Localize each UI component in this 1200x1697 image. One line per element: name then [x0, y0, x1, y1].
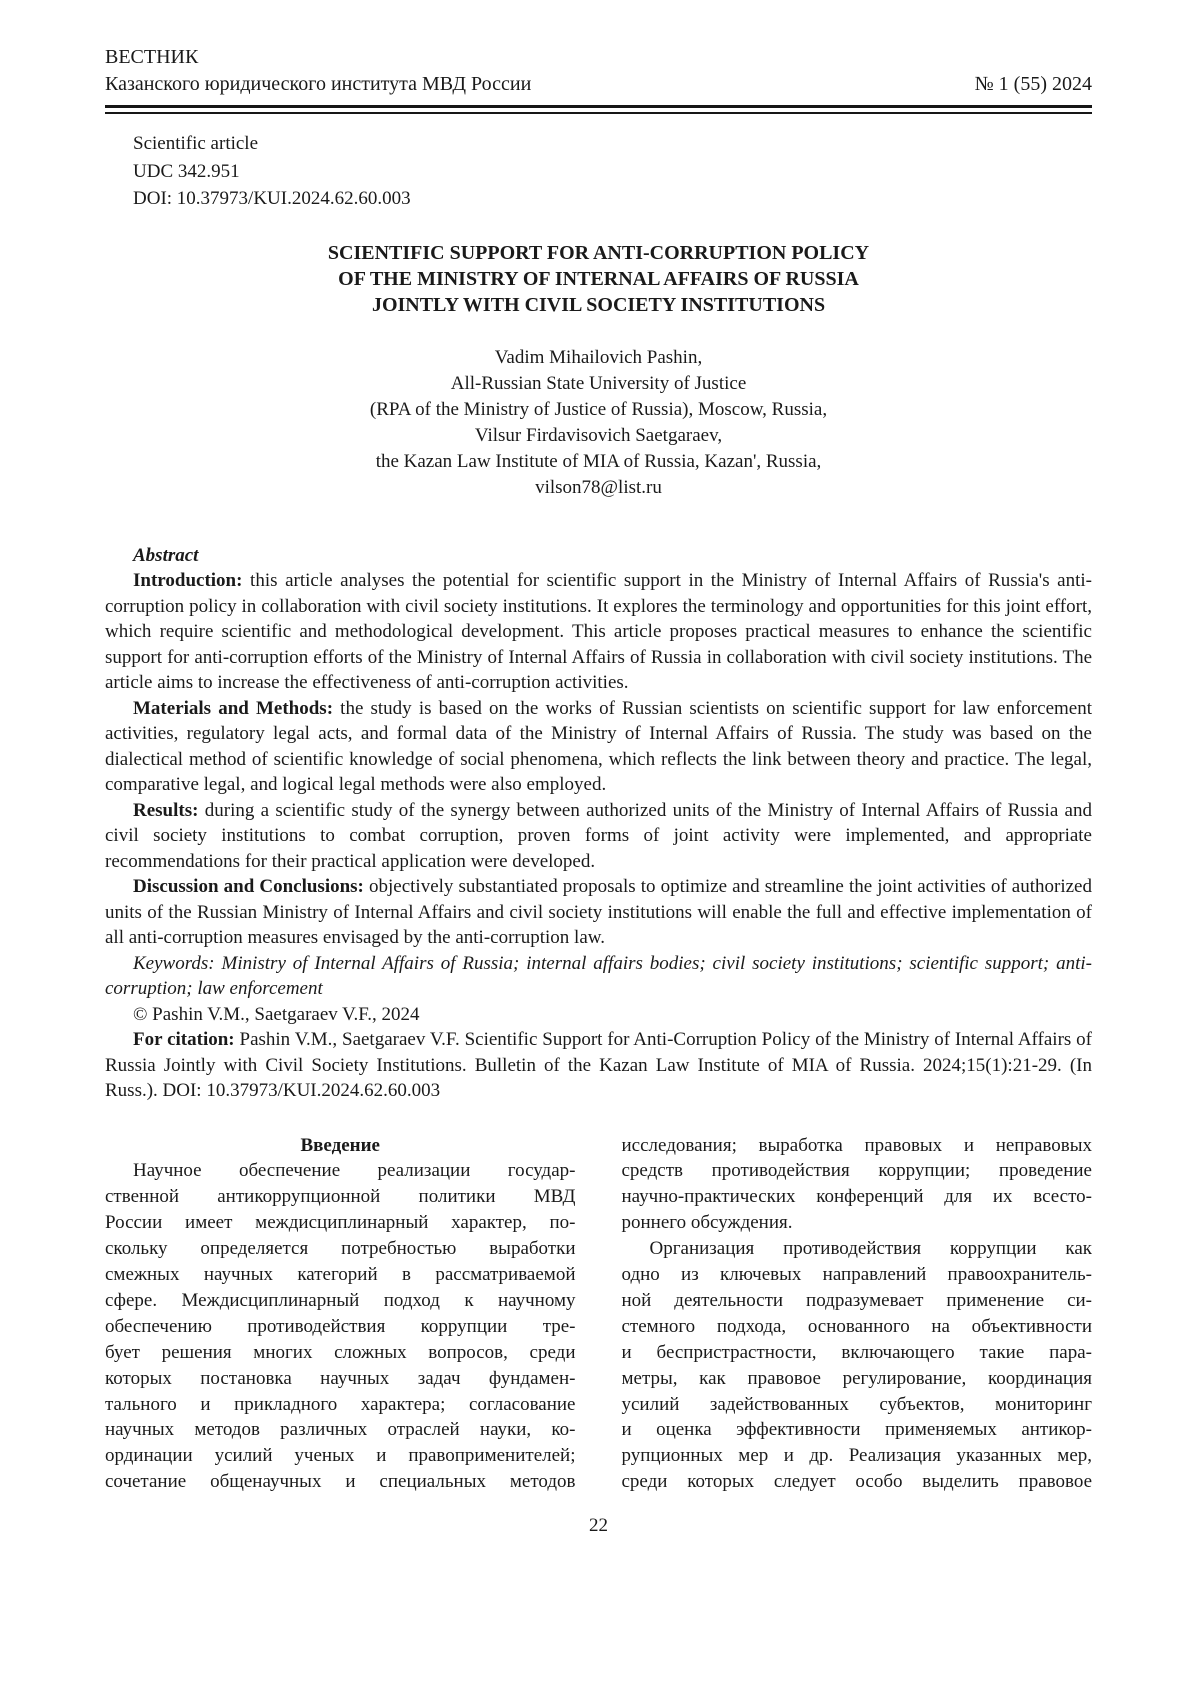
- journal-name: [105, 44, 531, 98]
- right-column-paragraph-2: [622, 1236, 1093, 1495]
- text-line: тального и прикладного характера; согласование: [105, 1393, 576, 1415]
- right-column: [622, 1133, 1093, 1496]
- text-line: бует решения многих сложных вопросов, среди: [105, 1341, 576, 1363]
- journal-header: [105, 44, 1092, 98]
- text-line: исследования; выработка правовых и неправовых: [621, 1134, 1092, 1156]
- left-column-paragraph: [105, 1158, 576, 1495]
- text-line: которых постановка научных задач фундамен-: [105, 1367, 576, 1389]
- article-doi: DOI: 10.37973/KUI.2024.62.60.003: [133, 188, 411, 209]
- article-meta: [133, 130, 1092, 213]
- text-line: метры, как правовое регулирование, координация: [621, 1367, 1092, 1389]
- article-udc: UDC 342.951: [133, 160, 240, 182]
- abstract-introduction: [105, 568, 1092, 696]
- results-text: during a scientific study of the synergy between authorized units of the Ministry of Internal Affairs of Russia and civil society institutions to combat corruption, proven forms of joint activity were implemented, and appropriate recommendations for their practical application were developed.: [105, 799, 1092, 872]
- introduction-text: this article analyses the potential for scientific support in the Ministry of Internal Affairs of Russia's anti-corruption policy in collaboration with civil society institutions. It explores the terminology and opportunities for this joint effort, which require scientific and methodological development. This article proposes practical measures to enhance the scientific support for anti-corruption efforts of the Ministry of Internal Affairs of Russia in collaboration with civil society institutions. The article aims to increase the effectiveness of anti-corruption activities.: [105, 570, 1092, 693]
- text-line: ординации усилий ученых и правоприменителей;: [105, 1445, 576, 1467]
- text-line: научно-практических конференций для их всесто-: [621, 1186, 1092, 1208]
- text-line: средств противодействия коррупции; проведение: [621, 1160, 1092, 1182]
- abstract-materials: [105, 696, 1092, 798]
- introduction-label: Introduction:: [133, 570, 243, 591]
- right-column-paragraph-1: [622, 1133, 1093, 1237]
- page-number: 22: [589, 1515, 608, 1537]
- citation-line: [105, 1027, 1092, 1104]
- text-line: стемного подхода, основанного на объективности: [621, 1315, 1092, 1337]
- text-line: Научное обеспечение реализации государ-: [133, 1160, 576, 1182]
- text-line: среди которых следует особо выделить правовое: [621, 1471, 1092, 1493]
- text-line: и оценка эффективности применяемых антикор-: [621, 1419, 1092, 1441]
- text-line: ной деятельности подразумевает применение си-: [621, 1289, 1092, 1311]
- text-line: России имеет междисциплинарный характер, по-: [105, 1212, 576, 1234]
- keywords-line: Keywords: Ministry of Internal Affairs of Russia; internal affairs bodies; civil society institutions; scientific support; anti-corruption; law enforcement: [105, 952, 1092, 999]
- abstract-heading: Abstract: [133, 544, 199, 566]
- text-line: Организация противодействия коррупции как: [649, 1238, 1092, 1260]
- text-line: the Kazan Law Institute of MIA of Russia, Kazan', Russia,: [375, 450, 822, 472]
- text-line: vilson78@list.ru: [535, 476, 662, 498]
- text-line: усилий задействованных субъектов, мониторинг: [621, 1393, 1092, 1415]
- journal-issue: № 1 (55) 2024: [974, 73, 1092, 95]
- text-line: рупционных мер и др. Реализация указанных мер,: [621, 1445, 1092, 1467]
- header-divider: [105, 105, 1092, 114]
- text-line: научных методов различных отраслей науки, ко-: [105, 1419, 576, 1441]
- text-line: SCIENTIFIC SUPPORT FOR ANTI-CORRUPTION POLICY: [327, 241, 870, 264]
- text-line: Vadim Mihailovich Pashin,: [494, 346, 703, 368]
- discussion-label: Discussion and Conclusions:: [133, 876, 364, 897]
- discussion-text: objectively substantiated proposals to optimize and streamline the joint activities of authorized units of the Russian Ministry of Internal Affairs and civil society institutions will enable the full and effective implementation of all anti-corruption measures envisaged by the anti-corruption law.: [105, 876, 1092, 948]
- text-line: одно из ключевых направлений правоохранитель-: [621, 1264, 1092, 1286]
- section-heading-introduction-ru: Введение: [300, 1134, 380, 1156]
- text-line: скольку определяется потребностью выработки: [105, 1238, 576, 1260]
- text-line: и беспристрастности, включающего такие пара-: [621, 1341, 1092, 1363]
- abstract-results: [105, 798, 1092, 875]
- text-line: Vilsur Firdavisovich Saetgaraev,: [474, 424, 723, 446]
- text-line: обеспечению противодействия коррупции тре-: [105, 1315, 576, 1337]
- two-column-body: [105, 1133, 1092, 1496]
- text-line: JOINTLY WITH CIVIL SOCIETY INSTITUTIONS: [371, 293, 826, 316]
- text-line: смежных научных категорий в рассматриваемой: [105, 1264, 576, 1286]
- citation-text: Pashin V.M., Saetgaraev V.F. Scientific Support for Anti-Corruption Policy of the Ministry of Internal Affairs of Russia Jointly with Civil Society Institutions. Bulletin of the Kazan Law Institute of MIA of Russia. 2024;15(1):21-29. (In Russ.). DOI: 10.37973/KUI.2024.62.60.003: [105, 1029, 1092, 1101]
- journal-subtitle: Казанского юридического института МВД России: [105, 73, 532, 95]
- materials-label: Materials and Methods:: [133, 697, 334, 719]
- article-type: Scientific article: [133, 133, 259, 154]
- copyright-line: © Pashin V.M., Saetgaraev V.F., 2024: [133, 1003, 420, 1025]
- abstract-discussion: [105, 874, 1092, 951]
- text-line: OF THE MINISTRY OF INTERNAL AFFAIRS OF RUSSIA: [338, 267, 859, 290]
- text-line: сочетание общенаучных и специальных методов: [105, 1471, 576, 1493]
- journal-title: ВЕСТНИК: [105, 46, 199, 68]
- authors-block: [105, 345, 1092, 501]
- text-line: (RPA of the Ministry of Justice of Russia), Moscow, Russia,: [369, 398, 828, 420]
- text-line: All-Russian State University of Justice: [450, 372, 747, 394]
- materials-text: the study is based on the works of Russian scientists on scientific support for law enforcement activities, regulatory legal acts, and formal data of the Ministry of Internal Affairs of Russia. The study was based on the dialectical method of scientific knowledge of social phenomena, which reflects the link between theory and practice. The legal, comparative legal, and logical legal methods were also employed.: [105, 697, 1092, 795]
- text-line: ственной антикоррупционной политики МВД: [105, 1186, 576, 1208]
- results-label: Results:: [133, 799, 199, 821]
- text-line: сфере. Междисциплинарный подход к научному: [105, 1289, 576, 1311]
- left-column: [105, 1133, 576, 1496]
- article-title: [105, 240, 1092, 318]
- text-line: роннего обсуждения.: [621, 1212, 793, 1234]
- citation-label: For citation:: [133, 1029, 235, 1050]
